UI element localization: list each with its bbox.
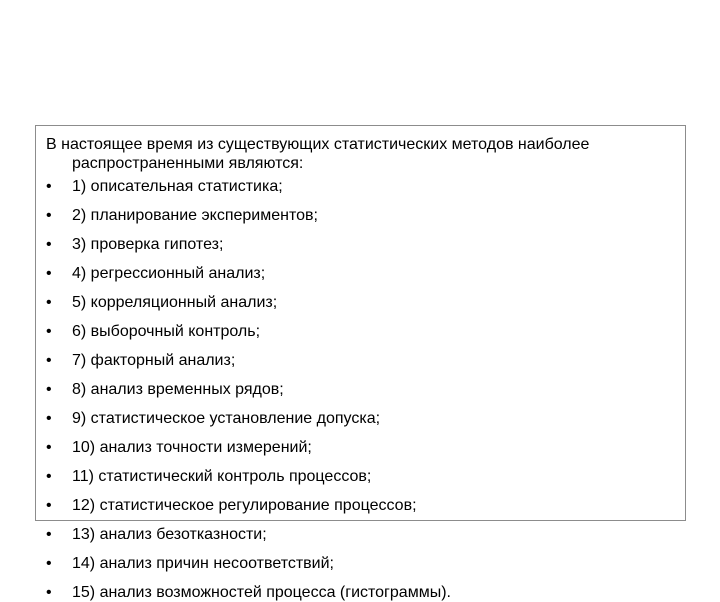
list-item xyxy=(46,467,671,486)
list-item xyxy=(46,351,671,370)
methods-list xyxy=(46,177,671,602)
list-item-label: 15) анализ возможностей процесса (гистограммы). xyxy=(72,584,451,601)
list-item-label: 9) статистическое установление допуска; xyxy=(72,410,381,427)
list-item-label: 13) анализ безотказности; xyxy=(72,526,267,543)
list-item xyxy=(46,322,671,341)
list-item xyxy=(46,438,671,457)
bullet-icon: • xyxy=(46,555,52,572)
list-item xyxy=(46,525,671,544)
list-item xyxy=(46,206,671,225)
list-item xyxy=(46,177,671,196)
list-item xyxy=(46,264,671,283)
bullet-icon: • xyxy=(46,410,52,427)
bullet-icon: • xyxy=(46,207,52,224)
list-item-label: 11) статистический контроль процессов; xyxy=(72,468,372,485)
list-item xyxy=(46,554,671,573)
list-item xyxy=(46,235,671,254)
intro-text: В настоящее время из существующих статистических методов наиболее распространенными являются: xyxy=(46,136,590,172)
list-item-label: 1) описательная статистика; xyxy=(72,178,283,195)
list-item-label: 8) анализ временных рядов; xyxy=(72,381,284,398)
list-item-label: 7) факторный анализ; xyxy=(72,352,236,369)
list-item-label: 14) анализ причин несоответствий; xyxy=(72,555,334,572)
bullet-icon: • xyxy=(46,584,52,601)
bullet-icon: • xyxy=(46,468,52,485)
bullet-icon: • xyxy=(46,439,52,456)
bullet-icon: • xyxy=(46,352,52,369)
list-item-label: 3) проверка гипотез; xyxy=(72,236,224,253)
list-item-label: 5) корреляционный анализ; xyxy=(72,294,278,311)
bullet-icon: • xyxy=(46,294,52,311)
bullet-icon: • xyxy=(46,497,52,514)
list-item-label: 2) планирование экспериментов; xyxy=(72,207,318,224)
list-item-label: 4) регрессионный анализ; xyxy=(72,265,266,282)
bullet-icon: • xyxy=(46,381,52,398)
bullet-icon: • xyxy=(46,265,52,282)
list-item xyxy=(46,293,671,312)
content-box xyxy=(35,125,686,601)
list-item xyxy=(46,409,671,428)
list-item xyxy=(46,380,671,399)
list-item xyxy=(46,496,671,515)
list-item-label: 6) выборочный контроль; xyxy=(72,323,261,340)
bullet-icon: • xyxy=(46,526,52,543)
bullet-icon: • xyxy=(46,178,52,195)
list-item-label: 12) статистическое регулирование процессов; xyxy=(72,497,417,514)
bullet-icon: • xyxy=(46,236,52,253)
list-item xyxy=(46,583,671,602)
bullet-icon: • xyxy=(46,323,52,340)
list-item-label: 10) анализ точности измерений; xyxy=(72,439,312,456)
